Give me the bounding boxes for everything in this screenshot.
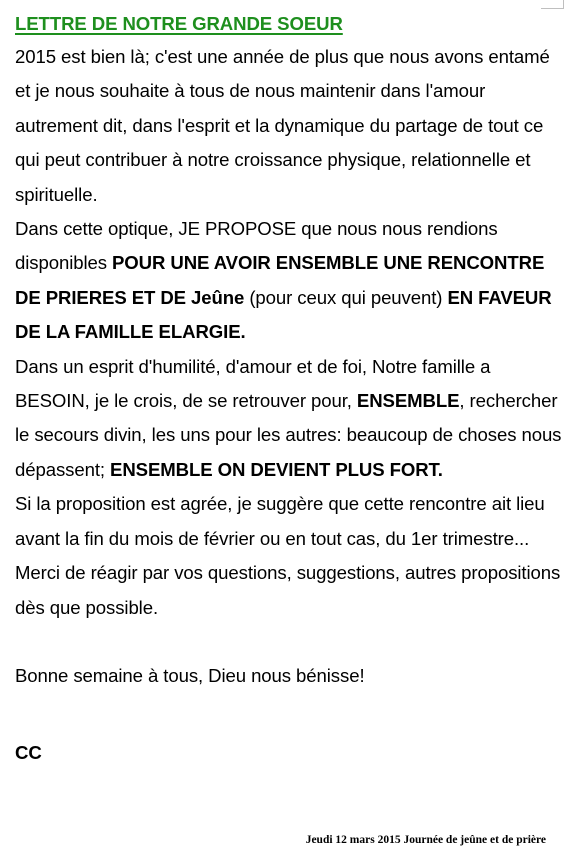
proposal-text-2: (pour ceux qui peuvent) — [244, 286, 448, 308]
paragraph-suggestion: Si la proposition est agrée, je suggère que cette rencontre ait lieu avant la fin du mois de février ou en tout cas, du 1er trimestre... — [15, 493, 545, 549]
blank-line — [15, 694, 570, 728]
humility-text-1: Dans un esprit d'humilité, d'amour et de foi, Notre famille a BESOIN, je le crois, de se retrouver pour, — [15, 355, 491, 412]
proposal-bold-2: EN FAVEUR DE LA FAMILLE ELARGIE. — [15, 286, 552, 343]
proposal-text-1: Dans cette optique, JE PROPOSE que nous nous rendions disponibles — [15, 218, 498, 274]
blank-line — [15, 625, 570, 659]
paragraph-proposal — [15, 212, 570, 350]
humility-text-2: , rechercher le secours divin, les uns pour les autres: beaucoup de choses nous dépassent; — [15, 390, 562, 480]
document-title: LETTRE DE NOTRE GRANDE SOEUR — [15, 13, 343, 34]
paragraph-humility — [15, 350, 570, 488]
humility-bold-1: ENSEMBLE — [356, 390, 460, 412]
proposal-bold-1: POUR UNE AVOIR ENSEMBLE UNE RENCONTRE DE PRIERES ET DE Jeûne — [15, 252, 545, 308]
humility-bold-2: ENSEMBLE ON DEVIENT PLUS FORT. — [110, 458, 443, 480]
page-corner-mark — [541, 0, 564, 9]
document-body — [15, 11, 570, 771]
closing-line: Bonne semaine à tous, Dieu nous bénisse! — [15, 665, 365, 687]
signature: CC — [15, 742, 42, 764]
paragraph-intro: 2015 est bien là; c'est une année de plus que nous avons entamé et je nous souhaite à tous de nous maintenir dans l'amour autrement dit, dans l'esprit et la dynamique du partage de tout ce qui peut contribuer à notre croissance physique, relationnelle et spirituelle. — [15, 46, 550, 205]
page-footer: Jeudi 12 mars 2015 Journée de jeûne et de prière — [305, 834, 546, 846]
paragraph-request: Merci de réagir par vos questions, suggestions, autres propositions dès que possible. — [15, 562, 561, 618]
